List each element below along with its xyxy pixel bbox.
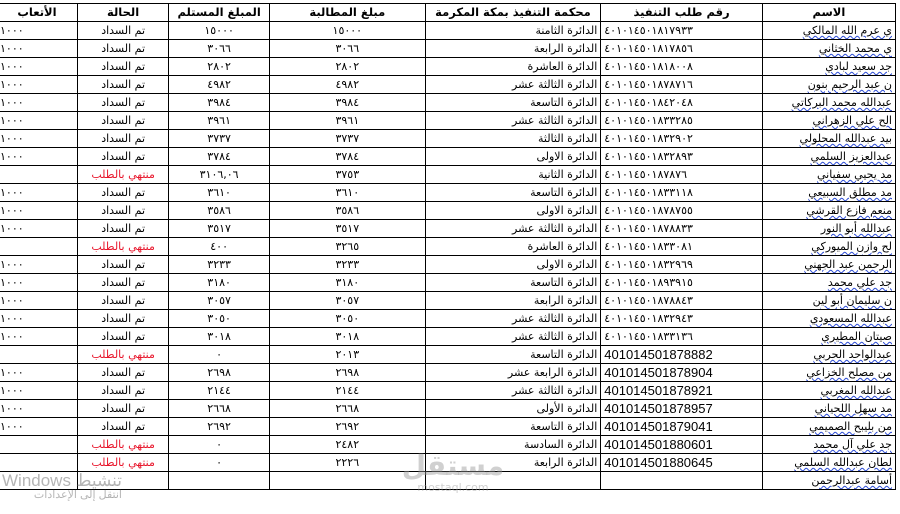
- cell-received[interactable]: ٢٦٩٢: [169, 418, 270, 436]
- cell-claim[interactable]: ٣٢٦٥: [269, 238, 425, 256]
- cell-court[interactable]: الدائرة الثالثة عشر: [425, 382, 601, 400]
- cell-name[interactable]: [762, 202, 895, 220]
- table-row[interactable]: [0, 400, 896, 418]
- cell-name-text: مد سهل اللحياني: [814, 402, 892, 415]
- cell-name[interactable]: [762, 364, 895, 382]
- cell-court[interactable]: الدائرة الرابعة عشر: [425, 364, 601, 382]
- cell-name-text: عبدالعزيز السلمي: [810, 150, 892, 163]
- cell-exec-no[interactable]: ٤٠١٠١٤٥٠١٨٧٨٨٤٣: [601, 292, 763, 310]
- cell-name[interactable]: [762, 310, 895, 328]
- table-row[interactable]: [0, 364, 896, 382]
- table-row[interactable]: [0, 40, 896, 58]
- cell-received[interactable]: ٣٩٨٤: [169, 94, 270, 112]
- cell-court[interactable]: الدائرة الاولى: [425, 256, 601, 274]
- cell-received[interactable]: ٣٥١٧: [169, 220, 270, 238]
- cell-claim[interactable]: ٢٨٠٢: [269, 58, 425, 76]
- cell-received[interactable]: ٢٦٦٨: [169, 400, 270, 418]
- cell-received[interactable]: ٣٢٣٣: [169, 256, 270, 274]
- cell-claim[interactable]: ١٥٠٠٠: [269, 22, 425, 40]
- cell-name[interactable]: [762, 238, 895, 256]
- cell-court[interactable]: الدائرة السادسة: [425, 436, 601, 454]
- cell-exec-no[interactable]: ٤٠١٠١٤٥٠١٨٤٢٠٤٨: [601, 94, 763, 112]
- cell-name[interactable]: [762, 184, 895, 202]
- cell-exec-no[interactable]: ٤٠١٠١٤٥٠١٨٣٣١٣٦: [601, 328, 763, 346]
- cell-received[interactable]: ٣٥٨٦: [169, 202, 270, 220]
- cell-exec-no[interactable]: ٤٠١٠١٤٥٠١٨٧٨٧١٦: [601, 76, 763, 94]
- cell-fees[interactable]: ١٠٠٠: [0, 292, 77, 310]
- cell-claim[interactable]: ٢٢٢٦: [269, 454, 425, 472]
- cell-court[interactable]: الدائرة الثالثة عشر: [425, 76, 601, 94]
- cell-received[interactable]: ١٥٠٠٠: [169, 22, 270, 40]
- cell-claim[interactable]: ٣٥١٧: [269, 220, 425, 238]
- cell-exec-no[interactable]: ٤٠١٠١٤٥٠١٨١٧٨٥٦: [601, 40, 763, 58]
- cell-status[interactable]: تم السداد: [77, 130, 168, 148]
- cell-received[interactable]: ٣٧٣٧: [169, 130, 270, 148]
- header-name[interactable]: الاسم: [762, 4, 895, 22]
- cell-claim[interactable]: ٢٦٩٢: [269, 418, 425, 436]
- cell-name[interactable]: [762, 256, 895, 274]
- cell-name-text: ي عرم الله المالكي: [802, 24, 892, 37]
- header-fees[interactable]: الأتعاب: [0, 4, 77, 22]
- cell-received[interactable]: ٢٦٩٨: [169, 364, 270, 382]
- cell-status[interactable]: تم السداد: [77, 184, 168, 202]
- table-row[interactable]: [0, 112, 896, 130]
- cell-name-text: مد مطلق السبيعي: [808, 186, 892, 199]
- cell-name[interactable]: [762, 400, 895, 418]
- cell-name[interactable]: [762, 436, 895, 454]
- cell-court[interactable]: الدائرة الثالثة عشر: [425, 310, 601, 328]
- cell-court[interactable]: الدائرة الاولى: [425, 148, 601, 166]
- cell-court[interactable]: الدائرة الثامنة: [425, 22, 601, 40]
- cell-exec-no[interactable]: 401014501878921: [601, 382, 763, 400]
- table-row[interactable]: [0, 220, 896, 238]
- cell-name[interactable]: [762, 148, 895, 166]
- cell-fees[interactable]: ١٠٠٠: [0, 256, 77, 274]
- cell-name-text: لطان عبدالله السلمي: [794, 456, 892, 469]
- cell-received[interactable]: ٠: [169, 436, 270, 454]
- cell-name[interactable]: [762, 76, 895, 94]
- table-row[interactable]: [0, 58, 896, 76]
- cell-status[interactable]: تم السداد: [77, 22, 168, 40]
- cell-claim[interactable]: ٣٧٥٣: [269, 166, 425, 184]
- cell-fees[interactable]: ١٠٠٠: [0, 148, 77, 166]
- cell-received[interactable]: ٣١٨٠: [169, 274, 270, 292]
- cell-status[interactable]: تم السداد: [77, 256, 168, 274]
- cell-fees[interactable]: [0, 238, 77, 256]
- cell-fees[interactable]: ١٠٠٠: [0, 328, 77, 346]
- cell-name-text: عبدالله المغربي: [820, 384, 892, 397]
- cell-exec-no[interactable]: 401014501880601: [601, 436, 763, 454]
- cell-claim[interactable]: ٣٩٨٤: [269, 94, 425, 112]
- cell-court[interactable]: الدائرة الثالثة عشر: [425, 220, 601, 238]
- cell-fees[interactable]: ١٠٠٠: [0, 40, 77, 58]
- cell-name[interactable]: [762, 328, 895, 346]
- cell-received[interactable]: ٣٦١٠: [169, 184, 270, 202]
- cell-fees[interactable]: ١٠٠٠: [0, 220, 77, 238]
- cell-received[interactable]: ٤٩٨٢: [169, 76, 270, 94]
- cell-exec-no[interactable]: 401014501879041: [601, 418, 763, 436]
- cell-exec-no[interactable]: ٤٠١٠١٤٥٠١٨١٨٠٠٨: [601, 58, 763, 76]
- cell-fees[interactable]: ١٠٠٠: [0, 382, 77, 400]
- cell-exec-no[interactable]: ٤٠١٠١٤٥٠١٨٣٣٢٨٥: [601, 112, 763, 130]
- cell-fees[interactable]: ١٠٠٠: [0, 112, 77, 130]
- cell-claim[interactable]: ٢٦٦٨: [269, 400, 425, 418]
- cell-fees[interactable]: ١٠٠٠: [0, 418, 77, 436]
- header-received[interactable]: المبلغ المستلم: [169, 4, 270, 22]
- cell-received[interactable]: ٣٠٦٦: [169, 40, 270, 58]
- cell-name-text: الح علي الزهراني: [812, 114, 892, 127]
- header-claim[interactable]: مبلغ المطالبة: [269, 4, 425, 22]
- cell-name-text: جد علي محمد: [827, 276, 892, 289]
- spreadsheet-table: [0, 3, 896, 490]
- cell-received[interactable]: ٣٧٨٤: [169, 148, 270, 166]
- cell-exec-no[interactable]: 401014501878882: [601, 346, 763, 364]
- cell-claim[interactable]: ٣٩٦١: [269, 112, 425, 130]
- cell-name[interactable]: [762, 472, 895, 490]
- cell-exec-no[interactable]: ٤٠١٠١٤٥٠١٨٣٣١١٨: [601, 184, 763, 202]
- cell-status[interactable]: تم السداد: [77, 382, 168, 400]
- cell-status[interactable]: تم السداد: [77, 148, 168, 166]
- cell-status[interactable]: تم السداد: [77, 400, 168, 418]
- cell-name-text: ي محمد الخثاني: [818, 42, 892, 55]
- cell-status[interactable]: منتهي بالطلب: [77, 346, 168, 364]
- cell-name-text: مد يحيي سفياني: [817, 168, 892, 181]
- cell-name[interactable]: [762, 454, 895, 472]
- cell-fees[interactable]: ١٠٠٠: [0, 130, 77, 148]
- cell-received[interactable]: ٣٠١٨: [169, 328, 270, 346]
- cell-claim[interactable]: ٣٠١٨: [269, 328, 425, 346]
- cell-claim[interactable]: ٣٦١٠: [269, 184, 425, 202]
- windows-activation-subtitle: انتقل إلى الإعدادات: [33, 489, 122, 501]
- cell-name[interactable]: [762, 58, 895, 76]
- table-row[interactable]: [0, 346, 896, 364]
- cell-claim[interactable]: ٤٩٨٢: [269, 76, 425, 94]
- cell-claim[interactable]: ٢٠١٣: [269, 346, 425, 364]
- cell-claim[interactable]: ٣١٨٠: [269, 274, 425, 292]
- cell-court[interactable]: الدائرة الاولى: [425, 202, 601, 220]
- cell-court[interactable]: الدائرة التاسعة: [425, 418, 601, 436]
- cell-name[interactable]: [762, 220, 895, 238]
- cell-name[interactable]: [762, 292, 895, 310]
- cell-claim[interactable]: ٣٢٣٣: [269, 256, 425, 274]
- table-row[interactable]: [0, 256, 896, 274]
- cell-fees[interactable]: ١٠٠٠: [0, 22, 77, 40]
- cell-name[interactable]: [762, 382, 895, 400]
- cell-claim[interactable]: ٣٠٥٠: [269, 310, 425, 328]
- cell-received[interactable]: ٠: [169, 454, 270, 472]
- cell-name[interactable]: [762, 130, 895, 148]
- cell-name-text: جد سعيد لبادي: [825, 60, 892, 73]
- watermark-url: mostaql.com: [417, 481, 489, 494]
- cell-status[interactable]: تم السداد: [77, 76, 168, 94]
- cell-exec-no[interactable]: 401014501878957: [601, 400, 763, 418]
- cell-claim[interactable]: ٣٠٦٦: [269, 40, 425, 58]
- cell-name[interactable]: [762, 22, 895, 40]
- cell-status[interactable]: منتهي بالطلب: [77, 166, 168, 184]
- cell-court[interactable]: الدائرة التاسعة: [425, 184, 601, 202]
- header-status[interactable]: الحالة: [77, 4, 168, 22]
- cell-exec-no[interactable]: ٤٠١٠١٤٥٠١٨٧٨٧٥٥: [601, 202, 763, 220]
- cell-status[interactable]: تم السداد: [77, 94, 168, 112]
- cell-name[interactable]: [762, 166, 895, 184]
- cell-fees[interactable]: [0, 346, 77, 364]
- table-row[interactable]: [0, 202, 896, 220]
- cell-name[interactable]: [762, 346, 895, 364]
- cell-court[interactable]: الدائرة التاسعة: [425, 94, 601, 112]
- cell-name[interactable]: [762, 94, 895, 112]
- cell-status[interactable]: تم السداد: [77, 202, 168, 220]
- cell-claim[interactable]: ٣٥٨٦: [269, 202, 425, 220]
- cell-fees[interactable]: [0, 454, 77, 472]
- table-row[interactable]: [0, 22, 896, 40]
- cell-name-text: ن سليمان أبو لين: [812, 294, 892, 307]
- cell-court[interactable]: الدائرة الرابعة: [425, 40, 601, 58]
- cell-claim[interactable]: ٢٤٨٢: [269, 436, 425, 454]
- cell-exec-no[interactable]: ٤٠١٠١٤٥٠١٨٣٢٩٠٢: [601, 130, 763, 148]
- cell-status[interactable]: تم السداد: [77, 418, 168, 436]
- table-row[interactable]: [0, 418, 896, 436]
- windows-activation-title: Windows تنشيط: [2, 471, 122, 490]
- cell-name-text: عبدالواحد الحربي: [813, 348, 892, 361]
- cell-status[interactable]: تم السداد: [77, 310, 168, 328]
- cell-exec-no[interactable]: ٤٠١٠١٤٥٠١٨٣٢٩٤٣: [601, 310, 763, 328]
- cell-court[interactable]: الدائرة الثالثة: [425, 130, 601, 148]
- cell-status[interactable]: تم السداد: [77, 274, 168, 292]
- table-row[interactable]: [0, 292, 896, 310]
- cell-received[interactable]: [169, 472, 270, 490]
- header-exec-no[interactable]: رقم طلب التنفيذ: [601, 4, 763, 22]
- cell-claim[interactable]: ٣٠٥٧: [269, 292, 425, 310]
- cell-name-text: الرحمن عبد الجهني: [804, 258, 892, 271]
- watermark-arabic: مستقل: [401, 449, 505, 482]
- cell-exec-no[interactable]: ٤٠١٠١٤٥٠١٨٧٨٨٣٣: [601, 220, 763, 238]
- cell-name-text: لح وازن الميوركي: [811, 240, 892, 253]
- cell-exec-no[interactable]: ٤٠١٠١٤٥٠١٨٣٢٩٦٩: [601, 256, 763, 274]
- cell-court[interactable]: الدائرة التاسعة: [425, 346, 601, 364]
- cell-received[interactable]: ٠: [169, 346, 270, 364]
- cell-name-text: عبدالله أبو النور: [820, 222, 892, 235]
- cell-status[interactable]: منتهي بالطلب: [77, 238, 168, 256]
- cell-status[interactable]: تم السداد: [77, 40, 168, 58]
- table-body: [0, 22, 896, 490]
- cell-name[interactable]: [762, 274, 895, 292]
- cell-name-text: منعم فازع القرشي: [806, 204, 892, 217]
- cell-status[interactable]: منتهي بالطلب: [77, 436, 168, 454]
- cell-status[interactable]: منتهي بالطلب: [77, 454, 168, 472]
- cell-name-text: صيتان المطيري: [821, 330, 892, 343]
- cell-exec-no[interactable]: ٤٠١٠١٤٥٠١٨٣٢٨٩٣: [601, 148, 763, 166]
- cell-fees[interactable]: ١٠٠٠: [0, 202, 77, 220]
- cell-name[interactable]: [762, 40, 895, 58]
- cell-fees[interactable]: ١٠٠٠: [0, 184, 77, 202]
- cell-fees[interactable]: ١٠٠٠: [0, 400, 77, 418]
- table-row[interactable]: [0, 184, 896, 202]
- cell-fees[interactable]: [0, 166, 77, 184]
- cell-court[interactable]: الدائرة التاسعة: [425, 274, 601, 292]
- table-row[interactable]: [0, 328, 896, 346]
- cell-fees[interactable]: ١٠٠٠: [0, 58, 77, 76]
- cell-name[interactable]: [762, 112, 895, 130]
- cell-status[interactable]: تم السداد: [77, 292, 168, 310]
- windows-activation-notice: [2, 471, 122, 502]
- cell-name-text: جد علي آل محمد: [813, 438, 892, 451]
- cell-received[interactable]: ٤٠٠: [169, 238, 270, 256]
- cell-received[interactable]: ٣٠٥٠: [169, 310, 270, 328]
- cell-exec-no[interactable]: ٤٠١٠١٤٥٠١٨٧٨٧٦: [601, 166, 763, 184]
- cell-name-text: عبدالله محمد البركاتي: [791, 96, 892, 109]
- cell-exec-no[interactable]: ٤٠١٠١٤٥٠١٨٩٣٩١٥: [601, 274, 763, 292]
- cell-claim[interactable]: ٢٦٩٨: [269, 364, 425, 382]
- cell-claim[interactable]: ٣٧٨٤: [269, 148, 425, 166]
- header-court[interactable]: محكمة التنفيذ بمكة المكرمة: [425, 4, 601, 22]
- cell-status[interactable]: تم السداد: [77, 220, 168, 238]
- cell-status[interactable]: تم السداد: [77, 328, 168, 346]
- cell-fees[interactable]: ١٠٠٠: [0, 76, 77, 94]
- cell-received[interactable]: ٣٠٥٧: [169, 292, 270, 310]
- cell-court[interactable]: الدائرة العاشرة: [425, 238, 601, 256]
- cell-fees[interactable]: ١٠٠٠: [0, 94, 77, 112]
- cell-exec-no[interactable]: 401014501880645: [601, 454, 763, 472]
- cell-status[interactable]: تم السداد: [77, 364, 168, 382]
- cell-received[interactable]: ٣١٠٦,٠٦: [169, 166, 270, 184]
- cell-exec-no[interactable]: [601, 472, 763, 490]
- table-row[interactable]: [0, 166, 896, 184]
- cell-status[interactable]: تم السداد: [77, 58, 168, 76]
- cell-name-text: بيد عبدالله المحلولي: [799, 132, 892, 145]
- cell-name-text: عبدالله المسعودي: [809, 312, 892, 325]
- table-row[interactable]: [0, 130, 896, 148]
- cell-fees[interactable]: ١٠٠٠: [0, 310, 77, 328]
- watermark-logo: [398, 451, 508, 501]
- header-row: [0, 4, 896, 22]
- cell-court[interactable]: الدائرة الثالثة عشر: [425, 112, 601, 130]
- cell-claim[interactable]: ٢١٤٤: [269, 382, 425, 400]
- cell-court[interactable]: الدائرة الرابعة: [425, 454, 601, 472]
- table-row[interactable]: [0, 238, 896, 256]
- cell-fees[interactable]: ١٠٠٠: [0, 274, 77, 292]
- table-row[interactable]: [0, 310, 896, 328]
- cell-received[interactable]: ٣٩٦١: [169, 112, 270, 130]
- cell-court[interactable]: الدائرة الرابعة: [425, 292, 601, 310]
- cell-court[interactable]: الدائرة الأولى: [425, 400, 601, 418]
- cell-fees[interactable]: [0, 436, 77, 454]
- cell-name-text: ن عبد الرحيم بنون: [807, 78, 892, 91]
- table-row[interactable]: [0, 94, 896, 112]
- table-row[interactable]: [0, 382, 896, 400]
- cell-exec-no[interactable]: 401014501878904: [601, 364, 763, 382]
- cell-fees[interactable]: ١٠٠٠: [0, 364, 77, 382]
- table-row[interactable]: [0, 274, 896, 292]
- cell-court[interactable]: الدائرة الثالثة عشر: [425, 328, 601, 346]
- cell-name-text: من مصلح الخزاعي: [806, 366, 892, 379]
- cell-name[interactable]: [762, 418, 895, 436]
- cell-received[interactable]: ٢١٤٤: [169, 382, 270, 400]
- cell-name-text: أسامة عبدالرحمن: [811, 474, 892, 487]
- cell-exec-no[interactable]: ٤٠١٠١٤٥٠١٨١٧٩٣٣: [601, 22, 763, 40]
- table-row[interactable]: [0, 76, 896, 94]
- cell-court[interactable]: الدائرة العاشرة: [425, 58, 601, 76]
- cell-court[interactable]: الدائرة الثانية: [425, 166, 601, 184]
- cell-name-text: من بليبح الصميمي: [809, 420, 892, 433]
- cell-received[interactable]: ٢٨٠٢: [169, 58, 270, 76]
- table-row[interactable]: [0, 148, 896, 166]
- cell-claim[interactable]: ٣٧٣٧: [269, 130, 425, 148]
- cell-exec-no[interactable]: ٤٠١٠١٤٥٠١٨٣٣٠٨١: [601, 238, 763, 256]
- cell-status[interactable]: تم السداد: [77, 112, 168, 130]
